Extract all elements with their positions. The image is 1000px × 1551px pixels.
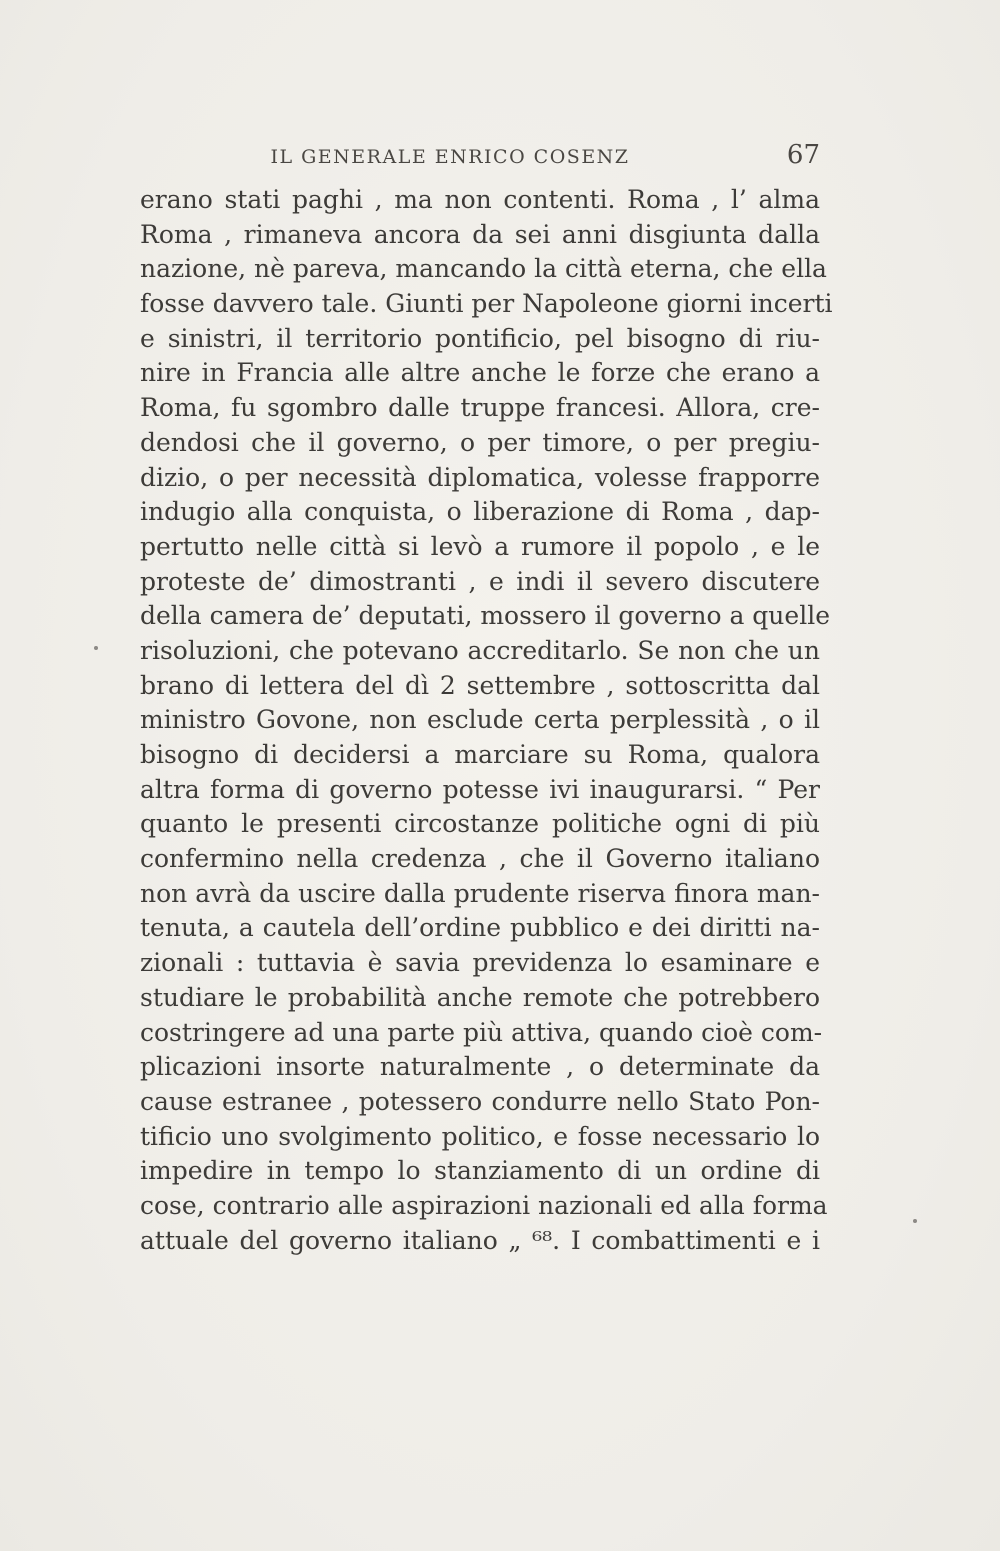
text-line: attuale del governo italiano „ ⁶⁸. I combattimenti e i: [140, 1225, 820, 1255]
text-line: proteste de’ dimostranti , e indi il severo discutere: [140, 566, 820, 596]
running-head: [140, 140, 820, 176]
body-text: [140, 183, 833, 1258]
text-line: e sinistri, il territorio pontificio, pel bisogno di riu-: [140, 323, 820, 353]
page-number: 67: [786, 140, 820, 170]
paper-speck: [913, 1219, 917, 1223]
text-line: bisogno di decidersi a marciare su Roma, qualora: [140, 740, 820, 769]
text-line: tenuta, a cautela dell’ordine pubblico e dei diritti na-: [140, 913, 820, 943]
text-line: risoluzioni, che potevano accreditarlo. Se non che un: [140, 635, 820, 665]
text-line: dendosi che il governo, o per timore, o per pregiu-: [140, 427, 820, 457]
text-line: erano stati paghi , ma non contenti. Roma , l’ alma: [140, 185, 820, 214]
text-line: nire in Francia alle altre anche le forze che erano a: [140, 358, 820, 388]
text-line: fosse davvero tale. Giunti per Napoleone giorni incerti: [140, 289, 833, 319]
paper-speck: [94, 646, 98, 650]
text-line: tificio uno svolgimento politico, e fosse necessario lo: [140, 1121, 820, 1151]
text-line: cose, contrario alle aspirazioni nazionali ed alla forma: [140, 1190, 828, 1220]
text-line: zionali : tuttavia è savia previdenza lo esaminare e: [140, 948, 820, 978]
text-line: plicazioni insorte naturalmente , o determinate da: [140, 1052, 820, 1082]
text-line: non avrà da uscire dalla prudente riserva finora man-: [140, 878, 820, 908]
text-line: cause estranee , potessero condurre nello Stato Pon-: [140, 1086, 820, 1116]
running-title: IL GENERALE ENRICO COSENZ: [270, 146, 630, 168]
text-line: nazione, nè pareva, mancando la città eterna, che ella: [140, 254, 827, 284]
text-line: studiare le probabilità anche remote che potrebbero: [140, 982, 820, 1012]
text-line: indugio alla conquista, o liberazione di Roma , dap-: [140, 497, 820, 527]
text-line: impedire in tempo lo stanziamento di un ordine di: [140, 1156, 820, 1186]
text-line: costringere ad una parte più attiva, quando cioè com-: [140, 1017, 823, 1047]
text-line: Roma , rimaneva ancora da sei anni disgiunta dalla: [140, 219, 820, 249]
text-line: della camera de’ deputati, mossero il governo a quelle: [140, 601, 830, 631]
text-line: altra forma di governo potesse ivi inaugurarsi. “ Per: [140, 774, 820, 804]
text-line: quanto le presenti circostanze politiche ogni di più: [140, 809, 820, 839]
text-line: brano di lettera del dì 2 settembre , sottoscritta dal: [140, 670, 820, 700]
text-line: confermino nella credenza , che il Governo italiano: [140, 844, 820, 874]
text-line: Roma, fu sgombro dalle truppe francesi. Allora, cre-: [140, 393, 820, 423]
text-line: ministro Govone, non esclude certa perplessità , o il: [140, 705, 820, 735]
text-line: pertutto nelle città si levò a rumore il popolo , e le: [140, 531, 820, 561]
text-line: dizio, o per necessità diplomatica, volesse frapporre: [140, 462, 820, 492]
